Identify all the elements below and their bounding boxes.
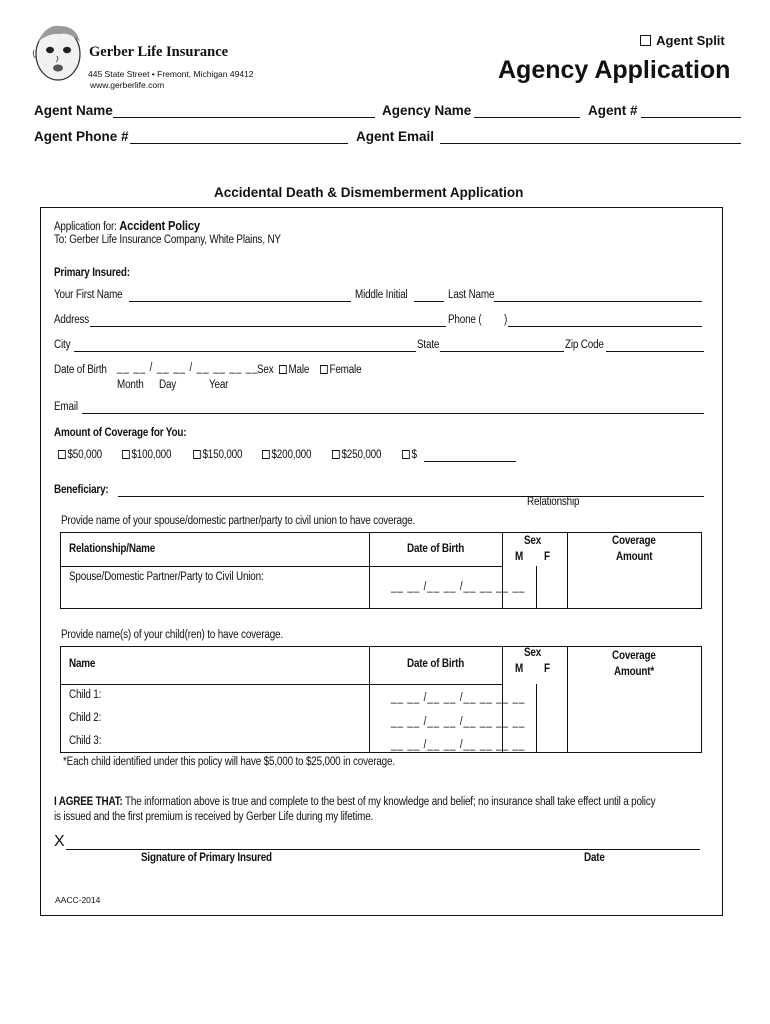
child-row-label: Child 2: [69, 712, 102, 724]
phone-label: Phone ( [448, 314, 482, 326]
spouse-col-divider [369, 532, 370, 609]
spouse-col-m: M [515, 551, 524, 563]
company-addressee: To: Gerber Life Insurance Company, White Plains, NY [54, 234, 281, 246]
state-label: State [417, 339, 440, 351]
agent-split-label: Agent Split [656, 33, 725, 48]
city-field[interactable] [74, 351, 416, 352]
spouse-col-divider [536, 566, 537, 609]
last-name-label: Last Name [448, 289, 495, 301]
coverage-other-field[interactable] [424, 461, 516, 462]
spouse-note: Provide name of your spouse/domestic partner/party to civil union to have coverage. [61, 515, 416, 527]
dob-month-label: Month [117, 379, 144, 391]
address-field[interactable] [90, 326, 446, 327]
coverage-option-50000[interactable] [58, 449, 102, 461]
child-note: Provide name(s) of your child(ren) to have coverage. [61, 629, 283, 641]
child-col-amount: Amount* [614, 666, 655, 678]
company-website: www.gerberlife.com [90, 80, 165, 90]
agent-name-field[interactable] [113, 117, 375, 118]
city-label: City [54, 339, 71, 351]
spouse-col-f: F [544, 551, 550, 563]
agent-phone-label: Agent Phone # [34, 129, 129, 144]
child-col-divider [369, 646, 370, 753]
child-row-label: Child 1: [69, 689, 102, 701]
beneficiary-label: Beneficiary: [54, 484, 109, 496]
agent-email-field[interactable] [440, 143, 741, 144]
coverage-option-label: $150,000 [202, 449, 243, 461]
phone-close-paren: ) [504, 314, 508, 326]
agent-split-checkbox[interactable] [640, 33, 725, 48]
child-table-header-divider [60, 684, 502, 685]
child-col-name: Name [69, 658, 96, 670]
female-checkbox[interactable] [320, 364, 361, 376]
coverage-option-label: $100,000 [131, 449, 172, 461]
sex-label: Sex [257, 364, 274, 376]
agreement-lead: I AGREE THAT: [54, 796, 123, 808]
child-table [60, 646, 702, 753]
child-dob-field[interactable]: __ __ /__ __ /__ __ __ __ [391, 716, 526, 728]
email-field[interactable] [82, 413, 704, 414]
male-label: Male [288, 364, 310, 376]
spouse-col-divider [502, 532, 503, 609]
child-col-m: M [515, 663, 524, 675]
spouse-col-divider [567, 532, 568, 609]
child-col-coverage: Coverage [612, 650, 656, 662]
coverage-option-250000[interactable] [332, 449, 381, 461]
coverage-option-label: $200,000 [271, 449, 312, 461]
child-col-sex: Sex [524, 647, 542, 659]
male-checkbox[interactable] [279, 364, 309, 376]
agent-email-label: Agent Email [356, 129, 435, 144]
policy-type: Accident Policy [119, 218, 200, 233]
page-title: Agency Application [498, 56, 731, 84]
child-col-dob: Date of Birth [407, 658, 465, 670]
signature-label: Signature of Primary Insured [141, 852, 272, 864]
spouse-row-label: Spouse/Domestic Partner/Party to Civil Union: [69, 571, 264, 583]
gerber-baby-logo [30, 20, 86, 84]
child-dob-field[interactable]: __ __ /__ __ /__ __ __ __ [391, 739, 526, 751]
checkbox-icon [402, 450, 410, 459]
last-name-field[interactable] [494, 301, 702, 302]
primary-insured-heading: Primary Insured: [54, 267, 130, 279]
middle-initial-field[interactable] [414, 301, 444, 302]
spouse-col-relationship: Relationship/Name [69, 543, 156, 555]
address-label: Address [54, 314, 90, 326]
checkbox-icon [332, 450, 340, 459]
checkbox-icon [279, 365, 287, 374]
agent-number-field[interactable] [641, 117, 741, 118]
coverage-option-100000[interactable] [122, 449, 171, 461]
date-label: Date [584, 852, 605, 864]
agreement-text-1: The information above is true and complete to the best of my knowledge and belief; no insurance shall take effect until a policy [125, 796, 656, 808]
coverage-option-200000[interactable] [262, 449, 311, 461]
checkbox-icon [122, 450, 130, 459]
zip-label: Zip Code [565, 339, 604, 351]
agreement-line-2: is issued and the first premium is received by Gerber Life during my lifetime. [54, 811, 374, 823]
coverage-option-label: $250,000 [341, 449, 382, 461]
coverage-option-label: $ [411, 449, 417, 461]
checkbox-icon [320, 365, 328, 374]
company-address: 445 State Street • Fremont, Michigan 49412 [88, 69, 254, 79]
agent-number-label: Agent # [588, 103, 638, 118]
dob-label: Date of Birth [54, 364, 107, 376]
agency-name-label: Agency Name [382, 103, 472, 118]
signature-field[interactable] [66, 849, 700, 850]
phone-field[interactable] [508, 326, 702, 327]
company-name: Gerber Life Insurance [89, 44, 229, 60]
checkbox-icon [640, 35, 651, 46]
application-for [54, 218, 200, 233]
coverage-option-label: $50,000 [67, 449, 103, 461]
agent-name-label: Agent Name [34, 103, 113, 118]
child-col-f: F [544, 663, 550, 675]
agreement-line-1 [54, 796, 655, 808]
coverage-option-other[interactable] [402, 449, 417, 461]
checkbox-icon [262, 450, 270, 459]
first-name-label: Your First Name [54, 289, 123, 301]
zip-field[interactable] [606, 351, 704, 352]
spouse-col-sex: Sex [524, 535, 542, 547]
agent-phone-field[interactable] [130, 143, 348, 144]
spouse-col-dob: Date of Birth [407, 543, 465, 555]
child-footnote: *Each child identified under this policy will have $5,000 to $25,000 in coverage. [63, 756, 395, 768]
beneficiary-field[interactable] [118, 496, 704, 497]
spouse-col-coverage: Coverage [612, 535, 656, 547]
email-label: Email [54, 401, 78, 413]
female-label: Female [329, 364, 362, 376]
signature-x-mark: X [54, 833, 65, 850]
relationship-label: Relationship [527, 496, 580, 508]
checkbox-icon [58, 450, 66, 459]
spouse-table-header-divider [60, 566, 502, 567]
child-dob-field[interactable]: __ __ /__ __ /__ __ __ __ [391, 692, 526, 704]
form-title: Accidental Death & Dismemberment Application [214, 185, 524, 200]
middle-initial-label: Middle Initial [355, 289, 408, 301]
dob-day-label: Day [159, 379, 177, 391]
state-field[interactable] [440, 351, 564, 352]
dob-year-label: Year [209, 379, 229, 391]
first-name-field[interactable] [129, 301, 351, 302]
child-row-label: Child 3: [69, 735, 102, 747]
coverage-option-150000[interactable] [193, 449, 242, 461]
spouse-dob-field[interactable]: __ __ /__ __ /__ __ __ __ [391, 581, 526, 593]
application-for-label: Application for: [54, 221, 117, 233]
child-col-divider [536, 684, 537, 753]
coverage-heading: Amount of Coverage for You: [54, 427, 187, 439]
agency-name-field[interactable] [474, 117, 580, 118]
dob-field[interactable]: __ __ / __ __ / __ __ __ __ [117, 362, 259, 374]
child-col-divider [567, 646, 568, 753]
spouse-col-amount: Amount [616, 551, 653, 563]
checkbox-icon [193, 450, 201, 459]
form-code: AACC-2014 [55, 895, 101, 905]
